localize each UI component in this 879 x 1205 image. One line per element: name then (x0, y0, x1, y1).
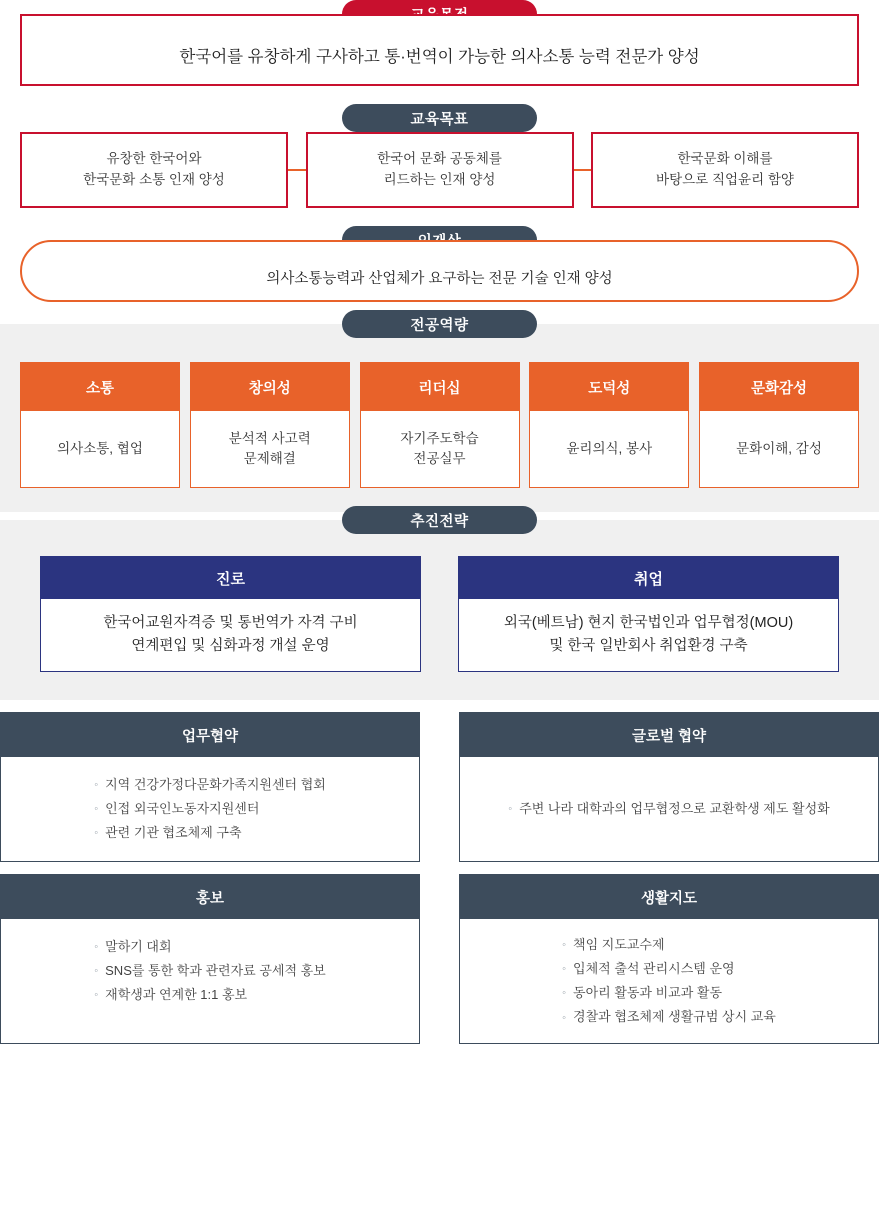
strategy-line2: 연계편입 및 심화과정 개설 운영 (131, 638, 330, 654)
info-card-title: 글로벌 협약 (460, 713, 878, 757)
goals-row (20, 118, 859, 208)
strategy-body (41, 599, 420, 671)
strategy-body (459, 599, 838, 671)
list-item-text: 말하기 대회 (105, 938, 172, 954)
competency-body (530, 411, 688, 487)
section-label-strategy: 추진전략 (342, 506, 537, 534)
bullet-icon: ◦ (94, 989, 99, 1002)
list-item (94, 959, 326, 983)
list-item-text: 동아리 활동과 비교과 활동 (573, 985, 723, 1001)
bullet-icon: ◦ (562, 939, 567, 952)
list-item (562, 933, 776, 957)
info-card (459, 874, 879, 1044)
competency-title: 문화감성 (700, 363, 858, 411)
competency-card (360, 362, 520, 488)
goal-box (591, 132, 859, 208)
competency-card (20, 362, 180, 488)
list-item (508, 797, 829, 821)
list-item (94, 935, 326, 959)
goal-line2: 한국문화 소통 인재 양성 (83, 172, 225, 187)
info-card-body (460, 757, 878, 861)
competency-line2: 문제해결 (243, 451, 296, 466)
strategy-line1: 외국(베트남) 현지 한국법인과 업무협정(MOU) (503, 614, 794, 631)
goal-line2: 바탕으로 직업윤리 함양 (656, 172, 794, 187)
goal-line1: 유창한 한국어와 (106, 151, 202, 167)
competency-body (191, 411, 349, 487)
info-card-title: 업무협약 (1, 713, 419, 757)
bullet-icon: ◦ (562, 1011, 567, 1024)
info-card-body (1, 757, 419, 861)
strategy-line1: 한국어교원자격증 및 통번역가 자격 구비 (103, 614, 358, 631)
competency-body (361, 411, 519, 487)
competency-title: 도덕성 (530, 363, 688, 411)
info-card-body (1, 919, 419, 1023)
strategy-band (0, 513, 879, 700)
goal-connector (288, 169, 306, 171)
strategy-card (40, 556, 421, 672)
list-item-text: SNS를 통한 학과 관련자료 공세적 홍보 (105, 962, 326, 978)
info-card-title: 홍보 (1, 875, 419, 919)
bullet-icon: ◦ (94, 941, 99, 954)
competency-line1: 문화이해, 감성 (736, 440, 822, 456)
bullet-icon: ◦ (94, 827, 99, 840)
list-item (94, 773, 326, 797)
goal-box (20, 132, 288, 208)
info-card-grid (0, 700, 879, 1056)
competency-line2: 전공실무 (413, 451, 466, 466)
competency-title: 리더십 (361, 363, 519, 411)
bullet-icon: ◦ (94, 965, 99, 978)
competency-title: 소통 (21, 363, 179, 411)
strategy-row (0, 548, 879, 672)
list-item (94, 983, 326, 1007)
bullet-icon: ◦ (94, 779, 99, 792)
list-item-text: 책임 지도교수제 (573, 937, 665, 952)
list-item (94, 797, 326, 821)
competency-band (0, 317, 879, 512)
competency-line1: 윤리의식, 봉사 (566, 440, 653, 456)
purpose-box (20, 14, 859, 86)
bullet-icon: ◦ (508, 803, 513, 816)
list-item (562, 957, 776, 981)
list-item-text: 경찰과 협조체제 생활규범 상시 교육 (573, 1009, 776, 1025)
info-card (459, 712, 879, 862)
competency-line1: 분석적 사고력 (228, 430, 311, 446)
talent-text: 의사소통능력과 산업체가 요구하는 전문 기술 인재 양성 (266, 270, 613, 287)
goal-line1: 한국문화 이해를 (677, 151, 773, 167)
competency-line1: 의사소통, 협업 (57, 440, 143, 456)
list-item (562, 1005, 776, 1029)
purpose-text: 한국어를 유창하게 구사하고 통·번역이 가능한 의사소통 능력 전문가 양성 (179, 48, 700, 66)
goal-connector (574, 169, 592, 171)
info-card-body (460, 919, 878, 1043)
info-card (0, 874, 420, 1044)
list-item (94, 821, 326, 845)
competency-card (529, 362, 689, 488)
goal-line2: 리드하는 인재 양성 (383, 172, 496, 187)
info-card (0, 712, 420, 862)
list-item (562, 981, 776, 1005)
list-item-text: 관련 기관 협조체제 구축 (105, 825, 242, 841)
strategy-title: 진로 (41, 557, 420, 599)
list-item-text: 입체적 출석 관리시스템 운영 (573, 961, 735, 977)
bullet-icon: ◦ (562, 963, 567, 976)
section-label-competency: 전공역량 (342, 310, 537, 338)
section-label-goals: 교육목표 (342, 104, 537, 132)
competency-body (700, 411, 858, 487)
competency-body (21, 411, 179, 487)
competency-row (0, 352, 879, 488)
list-item-text: 인접 외국인노동자지원센터 (105, 800, 260, 816)
list-item-text: 재학생과 연계한 1:1 홍보 (105, 987, 248, 1003)
competency-title: 창의성 (191, 363, 349, 411)
info-card-title: 생활지도 (460, 875, 878, 919)
bullet-icon: ◦ (562, 987, 567, 1000)
list-item-text: 지역 건강가정다문화가족지원센터 협회 (105, 776, 326, 792)
goal-line1: 한국어 문화 공동체를 (377, 151, 502, 167)
list-item-text: 주변 나라 대학과의 업무협정으로 교환학생 제도 활성화 (519, 800, 830, 816)
goals-wrap (20, 118, 859, 208)
bullet-icon: ◦ (94, 803, 99, 816)
strategy-card (458, 556, 839, 672)
goal-box (306, 132, 574, 208)
talent-box (20, 240, 859, 302)
strategy-line2: 및 한국 일반회사 취업환경 구축 (549, 638, 748, 654)
strategy-title: 취업 (459, 557, 838, 599)
competency-card (699, 362, 859, 488)
competency-line1: 자기주도학습 (400, 430, 479, 446)
competency-card (190, 362, 350, 488)
